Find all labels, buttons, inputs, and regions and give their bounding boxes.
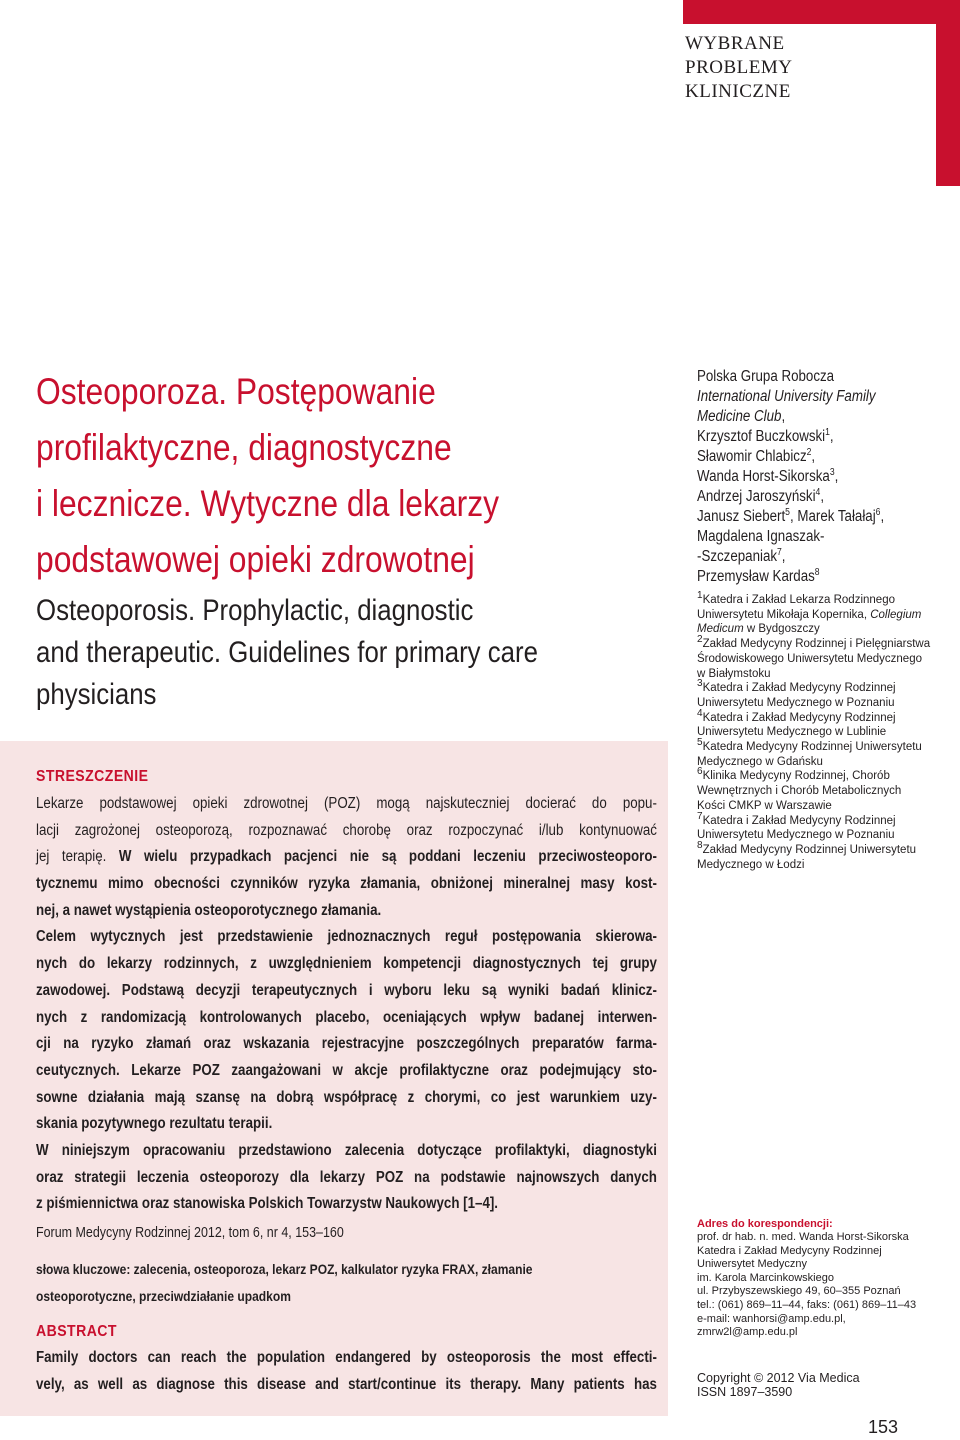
author-sup: 8 — [814, 566, 820, 578]
abstract-line: tycznemu mimo obecności czynników ryzyka złamania, obniżonej mineralnej masy kost- — [36, 875, 657, 893]
affiliation-sup: 6 — [697, 766, 703, 778]
affiliation-line: Uniwersytetu Medycznego w Poznaniu — [697, 696, 895, 709]
affiliation-italic: Medicum — [697, 623, 744, 636]
affiliation-line — [697, 608, 960, 623]
affiliation-line: Kości CMKP w Warszawie — [697, 799, 832, 812]
affiliation-sup: 3 — [697, 678, 703, 690]
article-title-en — [36, 590, 655, 716]
keywords-line: słowa kluczowe: zalecenia, osteoporoza, lekarz POZ, kalkulator ryzyka FRAX, złamanie — [36, 1261, 533, 1277]
affiliation-line — [697, 840, 960, 858]
affiliation-line — [697, 707, 960, 726]
abstract-line: sowne działania mają szansę na dobrą współpracę z chorymi, co jest warunkiem uzy- — [36, 1088, 657, 1106]
affiliation-text: Katedra i Zakład Medycyny Rodzinnej — [702, 682, 896, 695]
author-after: , — [820, 488, 825, 505]
affiliation-line: Uniwersytetu Medycznego w Poznaniu — [697, 829, 895, 842]
author-sup: 5 — [785, 506, 790, 518]
correspondence-line: tel.: (061) 869–11–44, faks: (061) 869–11–43 — [697, 1298, 917, 1311]
abstract-line: cji na ryzyko złamań oraz wskazania rejestracyjne poszczególnych preparatów farma- — [36, 1035, 657, 1053]
author-name: Janusz Siebert — [697, 508, 786, 525]
affiliation-sup: 4 — [697, 707, 703, 719]
correspondence-line: im. Karola Marcinkowskiego — [697, 1271, 834, 1284]
abstract-span: ceutycznych. — [36, 1061, 120, 1079]
affiliation-sup: 2 — [697, 634, 703, 646]
abstract-line: z piśmiennictwa oraz stanowiska Polskich Towarzystw Naukowych [1–4]. — [36, 1195, 499, 1213]
title-line: profilaktyczne, diagnostyczne — [36, 427, 452, 468]
title-en-line: physicians — [36, 678, 157, 711]
author-name: -Szczepaniak — [697, 548, 778, 565]
copyright-line: Copyright © 2012 Via Medica — [697, 1371, 860, 1385]
author-name: Krzysztof Buczkowski — [697, 428, 826, 445]
author-after: , — [829, 428, 834, 445]
abstract-line: nej, a nawet wystąpienia osteoporotycznego złamania. — [36, 901, 382, 919]
correspondence-heading: Adres do korespondencji: — [697, 1218, 833, 1230]
abstract-line: skania pozytywnego rezultatu terapii. — [36, 1115, 273, 1133]
title-line: Osteoporoza. Postępowanie — [36, 371, 436, 412]
abstract-line: nych do lekarzy rodzinnych, z uwzględnieniem kompetencji diagnostycznych tej grupy — [36, 955, 657, 973]
author-name: Andrzej Jaroszyński — [697, 488, 816, 505]
club-name: Medicine Club, — [697, 408, 786, 425]
author-sup: 4 — [815, 486, 821, 498]
author-after: , — [880, 508, 885, 525]
affiliation-text: Katedra i Zakład Lekarza Rodzinnego — [702, 594, 895, 606]
author — [697, 507, 923, 527]
title-line: i lecznicze. Wytyczne dla lekarzy — [36, 483, 500, 524]
citation: Forum Medycyny Rodzinnej 2012, tom 6, nr 4, 153–160 — [36, 1225, 344, 1241]
correspondence-email[interactable]: e-mail: wanhorsi@amp.edu.pl, — [697, 1312, 846, 1325]
abstract-line: Lekarze podstawowej opieki zdrowotnej (POZ) mogą najskuteczniej docierać do popu- — [36, 795, 657, 812]
author: Magdalena Ignaszak- — [697, 528, 825, 545]
author-sup: 6 — [875, 506, 881, 518]
affiliation-line — [697, 590, 960, 608]
abstract-en-line: vely, as well as diagnose this disease and start/continue its therapy. Many patients has — [36, 1375, 657, 1393]
author-after: , — [781, 548, 786, 565]
author — [697, 467, 923, 487]
title-line: podstawowej opieki zdrowotnej — [36, 539, 475, 580]
affiliation-text: w Bydgoszczy — [743, 623, 820, 636]
section-label — [685, 32, 925, 104]
affiliation-text: Zakład Medycyny Rodzinnej i Pielęgniarstwa — [702, 638, 931, 651]
club-name-1: International University Family — [697, 388, 876, 405]
abstract-line: lacji zagrożonej osteoporozą, rozpoznawać chorobę oraz rozpoczynać i/lub kontynuować — [36, 821, 657, 839]
author-after: , — [834, 468, 839, 485]
section-label-line: KLINICZNE — [685, 81, 791, 102]
author-name: , Marek Tałałaj — [789, 508, 876, 525]
header-accent-bar — [683, 0, 960, 24]
correspondence-email[interactable]: zmrw2l@amp.edu.pl — [697, 1326, 798, 1339]
author — [697, 567, 923, 587]
affiliation-line: Medycznego w Gdańsku — [697, 755, 823, 768]
page-number: 153 — [868, 1417, 899, 1437]
abstract-line: W niniejszym opracowaniu przedstawiono zalecenia dotyczące profilaktyki, diagnostyki — [36, 1141, 657, 1159]
affiliation-text: Zakład Medycyny Rodzinnej Uniwersytetu — [702, 843, 917, 856]
abstract-span: Lekarze POZ zaangażowani w akcje profilaktyczne oraz podejmujący sto- — [131, 1061, 657, 1079]
copyright — [697, 1371, 860, 1399]
author-after: , — [811, 448, 816, 465]
affiliation-line: Środowiskowego Uniwersytetu Medycznego — [697, 652, 922, 665]
abstract-span: Podstawą decyzji terapeutycznych i wyboru leku są wyniki badań klinicz- — [121, 981, 657, 999]
affiliation-text: Katedra i Zakład Medycyny Rodzinnej — [702, 814, 896, 827]
affiliation-line: Uniwersytetu Medycznego w Lublinie — [697, 726, 887, 739]
article-title-pl — [36, 364, 655, 588]
correspondence-line: prof. dr hab. n. med. Wanda Horst-Sikorska — [697, 1231, 909, 1243]
header-accent-side — [936, 24, 960, 186]
author-column — [697, 367, 960, 872]
correspondence-line: ul. Przybyszewskiego 49, 60–355 Poznań — [697, 1285, 901, 1298]
affiliation-line — [697, 737, 960, 755]
author — [697, 427, 923, 447]
abstract-pl-heading: STRESZCZENIE — [36, 768, 149, 785]
section-label-line: WYBRANE — [685, 33, 785, 54]
club-name — [697, 387, 923, 407]
abstract-line: oraz strategii leczenia osteoporozy dla lekarzy POZ na podstawie najnowszych danych — [36, 1168, 657, 1186]
affiliation-line: Medycznego w Łodzi — [697, 858, 805, 871]
author-name: Sławomir Chlabicz — [697, 448, 807, 465]
correspondence — [697, 1217, 960, 1340]
author-name: Przemysław Kardas — [697, 568, 815, 585]
correspondence-line: Katedra i Zakład Medycyny Rodzinnej — [697, 1244, 882, 1257]
author-sup: 2 — [806, 446, 812, 458]
affiliation-line — [697, 622, 960, 637]
abstract-line — [36, 1058, 657, 1085]
club-name-2: Medicine Club — [697, 408, 782, 425]
abstract-line — [36, 978, 657, 1005]
section-label-line: PROBLEMY — [685, 57, 793, 78]
affiliation-line — [697, 766, 960, 784]
affiliation-line — [697, 634, 960, 652]
abstract-line: Celem wytycznych jest przedstawienie jednoznacznych reguł postępowania skierowa- — [36, 928, 657, 946]
affiliations — [697, 590, 960, 872]
abstract-pl-body — [36, 791, 656, 1218]
affiliation-line: w Białymstoku — [697, 667, 771, 680]
abstract-line — [36, 844, 657, 871]
abstract-span: W wielu przypadkach pacjenci nie są poddani leczeniu przeciwosteoporo- — [118, 848, 657, 866]
author — [697, 547, 923, 567]
working-group: Polska Grupa Robocza — [697, 368, 835, 385]
title-en-line: Osteoporosis. Prophylactic, diagnostic — [36, 594, 474, 627]
affiliation-italic: Collegium — [870, 608, 922, 621]
affiliation-line: Wewnętrznych i Chorób Metabolicznych — [697, 785, 902, 798]
author-sup: 3 — [829, 466, 835, 478]
affiliation-text: Katedra i Zakład Medycyny Rodzinnej — [702, 711, 896, 724]
affiliation-sup: 7 — [697, 810, 703, 822]
affiliation-sup: 5 — [697, 737, 703, 749]
author-sup: 1 — [825, 426, 830, 438]
abstract-en-line: Family doctors can reach the population endangered by osteoporosis the most effecti- — [36, 1349, 657, 1366]
correspondence-line: Uniwersytet Medyczny — [697, 1258, 808, 1271]
title-en-line: and therapeutic. Guidelines for primary care — [36, 636, 538, 669]
abstract-line: nych z randomizacją kontrolowanych placebo, oceniających wpływ badanej interwen- — [36, 1008, 657, 1026]
author-name: Wanda Horst-Sikorska — [697, 468, 830, 485]
affiliation-text: Klinika Medycyny Rodzinnej, Chorób — [702, 770, 890, 783]
affiliation-line — [697, 678, 960, 696]
affiliation-text: Uniwersytetu Mikołaja Kopernika, — [697, 608, 871, 621]
affiliation-sup: 1 — [697, 590, 703, 602]
abstract-span: jej terapię. — [36, 848, 107, 866]
author-sup: 7 — [777, 546, 782, 558]
author — [697, 487, 923, 507]
issn-line: ISSN 1897–3590 — [697, 1385, 793, 1399]
affiliation-text: Katedra Medycyny Rodzinnej Uniwersytetu — [702, 741, 922, 754]
keywords — [36, 1256, 676, 1310]
abstract-en-heading: ABSTRACT — [36, 1323, 117, 1340]
abstract-en-body — [36, 1345, 656, 1398]
author — [697, 447, 923, 467]
affiliation-sup: 8 — [697, 840, 703, 852]
abstract-span: zawodowej. — [36, 981, 111, 999]
keywords-line: osteoporotyczne, przeciwdziałanie upadkom — [36, 1288, 291, 1304]
affiliation-line — [697, 810, 960, 829]
